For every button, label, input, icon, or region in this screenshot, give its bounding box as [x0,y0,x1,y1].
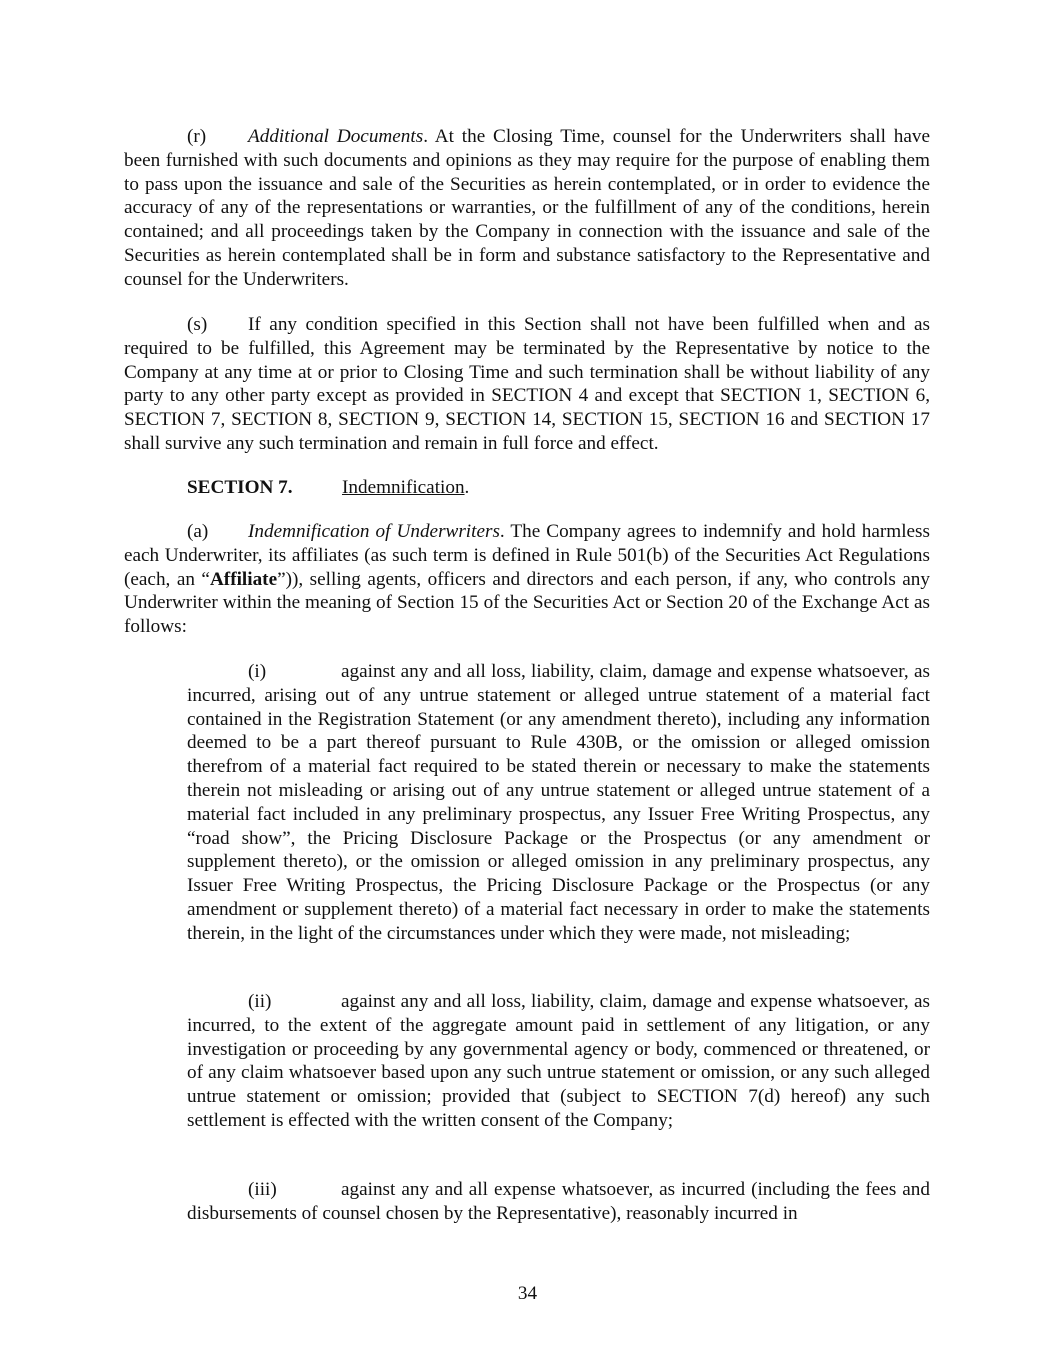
clause-i [187,660,930,946]
paragraph-r-label: (r) [187,126,207,147]
section-number: SECTION 7. [187,477,293,498]
page-number: 34 [517,1283,538,1304]
paragraph-r-title: Additional Documents [248,126,424,147]
paragraph-r [124,125,930,292]
section-title-period: . [464,477,470,498]
section-title: Indemnification [342,477,465,498]
defined-term-affiliate: Affiliate [209,568,278,590]
paragraph-s-text: If any condition specified in this Section shall not have been fulfilled when and as required to be fulfilled, this Agreement may be terminated by the Representative by notice to the Company at any time at or prior to Closing Time and such termination shall be without liability of any party to any other party except as provided in SECTION 4 and except that SECTION 1, SECTION 6, SECTION 7, SECTION 8, SECTION 9, SECTION 14, SECTION 15, SECTION 16 and SECTION 17 shall survive any such termination and remain in full force and effect. [124,314,930,454]
clause-iii [187,1178,930,1226]
paragraph-a-text-after: ”)), selling agents, officers and directors and each person, if any, who controls any Underwriter within the meaning of Section 15 of the Securities Act or Section 20 of the Exchange Act as follows: [124,568,930,638]
clause-ii-label: (ii) [248,991,272,1012]
clause-iii-text: against any and all expense whatsoever, as incurred (including the fees and disbursements of counsel chosen by the Representative), reasonably incurred in [187,1179,930,1224]
paragraph-a-label: (a) [187,521,209,542]
clause-iii-label: (iii) [248,1179,277,1200]
clause-ii-text: against any and all loss, liability, claim, damage and expense whatsoever, as incurred, to the extent of the aggregate amount paid in settlement of any litigation, or any investigation or proceeding by any governmental agency or body, commenced or threatened, or of any claim whatsoever based upon any such untrue statement or omission, or any such alleged untrue statement or omission; provided that (subject to SECTION 7(d) hereof) any such settlement is effected with the written consent of the Company; [187,991,930,1131]
paragraph-a [124,520,930,639]
paragraph-a-text-before: . The Company agrees to indemnify and hold harmless each Underwriter, its affiliates (as such term is defined in Rule 501(b) of the Securities Act Regulations (each, an “ [124,521,930,590]
paragraph-r-text: . At the Closing Time, counsel for the Underwriters shall have been furnished with such documents and opinions as they may require for the purpose of enabling them to pass upon the issuance and sale of the Securities as herein contemplated, or in order to evidence the accuracy of any of the representations or warranties, or the fulfillment of any of the conditions, herein contained; and all proceedings taken by the Company in connection with the issuance and sale of the Securities as herein contemplated shall be in form and substance satisfactory to the Representative and counsel for the Underwriters. [124,126,930,290]
clause-ii [187,990,930,1133]
paragraph-a-title: Indemnification of Underwriters [248,521,500,542]
clause-i-text: against any and all loss, liability, claim, damage and expense whatsoever, as incurred, arising out of any untrue statement or alleged untrue statement of a material fact contained in the Registration Statement (or any amendment thereto), including any information deemed to be a part thereof pursuant to Rule 430B, or the omission or alleged omission therefrom of a material fact required to be stated therein or necessary to make the statements therein not misleading or arising out of any untrue statement or alleged untrue statement of a material fact included in any preliminary prospectus, any Issuer Free Writing Prospectus, any “road show”, the Pricing Disclosure Package or the Prospectus (or any amendment or supplement thereto), or the omission or alleged omission in any preliminary prospectus, any Issuer Free Writing Prospectus, the Pricing Disclosure Package or the Prospectus (or any amendment or supplement thereto) of a material fact necessary in order to make the statements therein, in the light of the circumstances under which they were made, not misleading; [187,661,930,944]
clause-i-label: (i) [248,661,267,682]
paragraph-s-label: (s) [187,314,208,335]
section-heading [187,476,469,500]
paragraph-s [124,313,930,456]
